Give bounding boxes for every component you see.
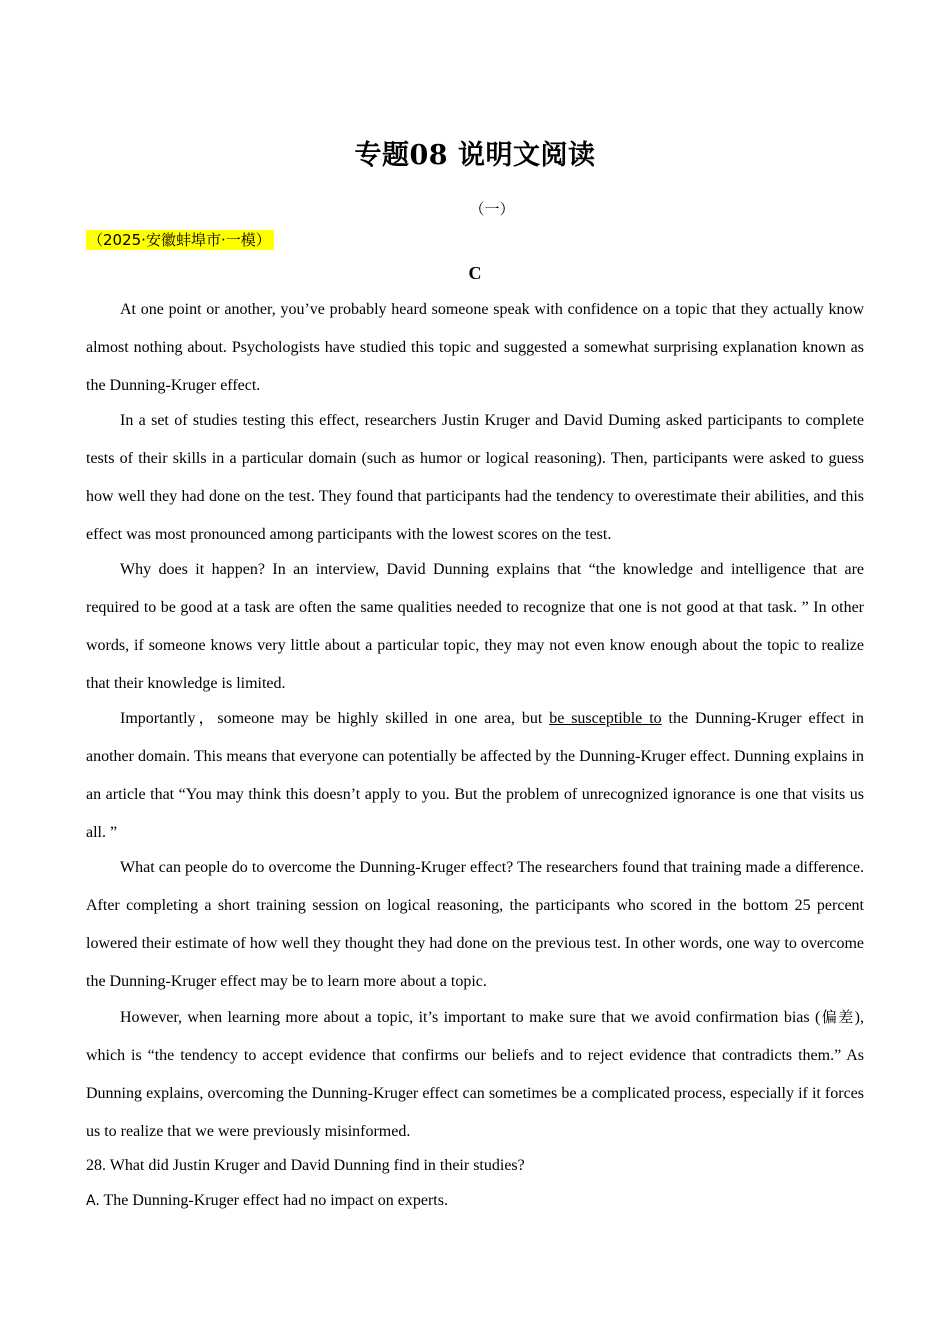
paragraph-4-start: Importantly，someone may be highly skilled in one area, but — [120, 710, 550, 727]
option-a-text: The Dunning-Kruger effect had no impact on experts. — [99, 1192, 448, 1209]
question-stem: 28. What did Justin Kruger and David Dunning find in their studies? — [86, 1157, 525, 1174]
section-number: （一） — [469, 200, 515, 218]
paragraph-2: In a set of studies testing this effect, researchers Justin Kruger and David Duming asked participants to complete tests of their skills in a particular domain (such as humor or logical reasoning). Then, participants were asked to guess how well they had done on the test. They found that participants had the tendency to overestimate their abilities, and this effect was most pronounced among participants with the lowest scores on the test. — [86, 412, 864, 543]
chinese-gloss: 偏差 — [820, 1008, 855, 1026]
paragraph-4-end: the Dunning-Kruger effect in another domain. This means that everyone can potentially be affected by the Dunning-Kruger effect. Dunning explains in an article that “You may think this doesn’t apply to you. But the problem of unrecognized ignorance is one that visits us all. ” — [86, 710, 865, 841]
option-a-letter: A. — [86, 1193, 100, 1209]
paragraph-6-start: However, when learning more about a topic, it’s important to make sure that we avoid confirmation bias ( — [120, 1009, 821, 1026]
paragraph-3: Why does it happen? In an interview, David Dunning explains that “the knowledge and intelligence that are required to be good at a task are often the same qualities needed to recognize that one is not good at that task. ” In other words, if someone knows very little about a particular topic, they may not even know enough about the topic to realize that their knowledge is limited. — [86, 561, 864, 692]
paragraph-6 — [86, 998, 864, 1151]
question-option-a — [86, 1183, 864, 1219]
paragraph-6-end: ), which is “the tendency to accept evidence that confirms our beliefs and to reject evidence that contradicts them.” As Dunning explains, overcoming the Dunning-Kruger effect can sometimes be a complicated process, especially if it forces us to realize that we were previously misinformed. — [86, 1009, 864, 1140]
document-title: 专题08 说明文阅读 — [354, 140, 596, 171]
source-highlight: （2025·安徽蚌埠市·一模） — [86, 230, 274, 250]
passage-letter: C — [468, 263, 482, 283]
paragraph-1: At one point or another, you’ve probably heard someone speak with confidence on a topic that they actually know almost nothing about. Psychologists have studied this topic and suggested a somewhat surprising explanation known as the Dunning-Kruger effect. — [86, 301, 864, 394]
passage-body — [86, 291, 864, 1219]
paragraph-4 — [86, 700, 864, 852]
paragraph-5: What can people do to overcome the Dunning-Kruger effect? The researchers found that training made a difference. After completing a short training session on logical reasoning, the participants who scored in the bottom 25 percent lowered their estimate of how well they thought they had done on the previous test. In other words, one way to overcome the Dunning-Kruger effect may be to learn more about a topic. — [86, 859, 864, 990]
underlined-phrase: be susceptible to — [549, 710, 662, 727]
